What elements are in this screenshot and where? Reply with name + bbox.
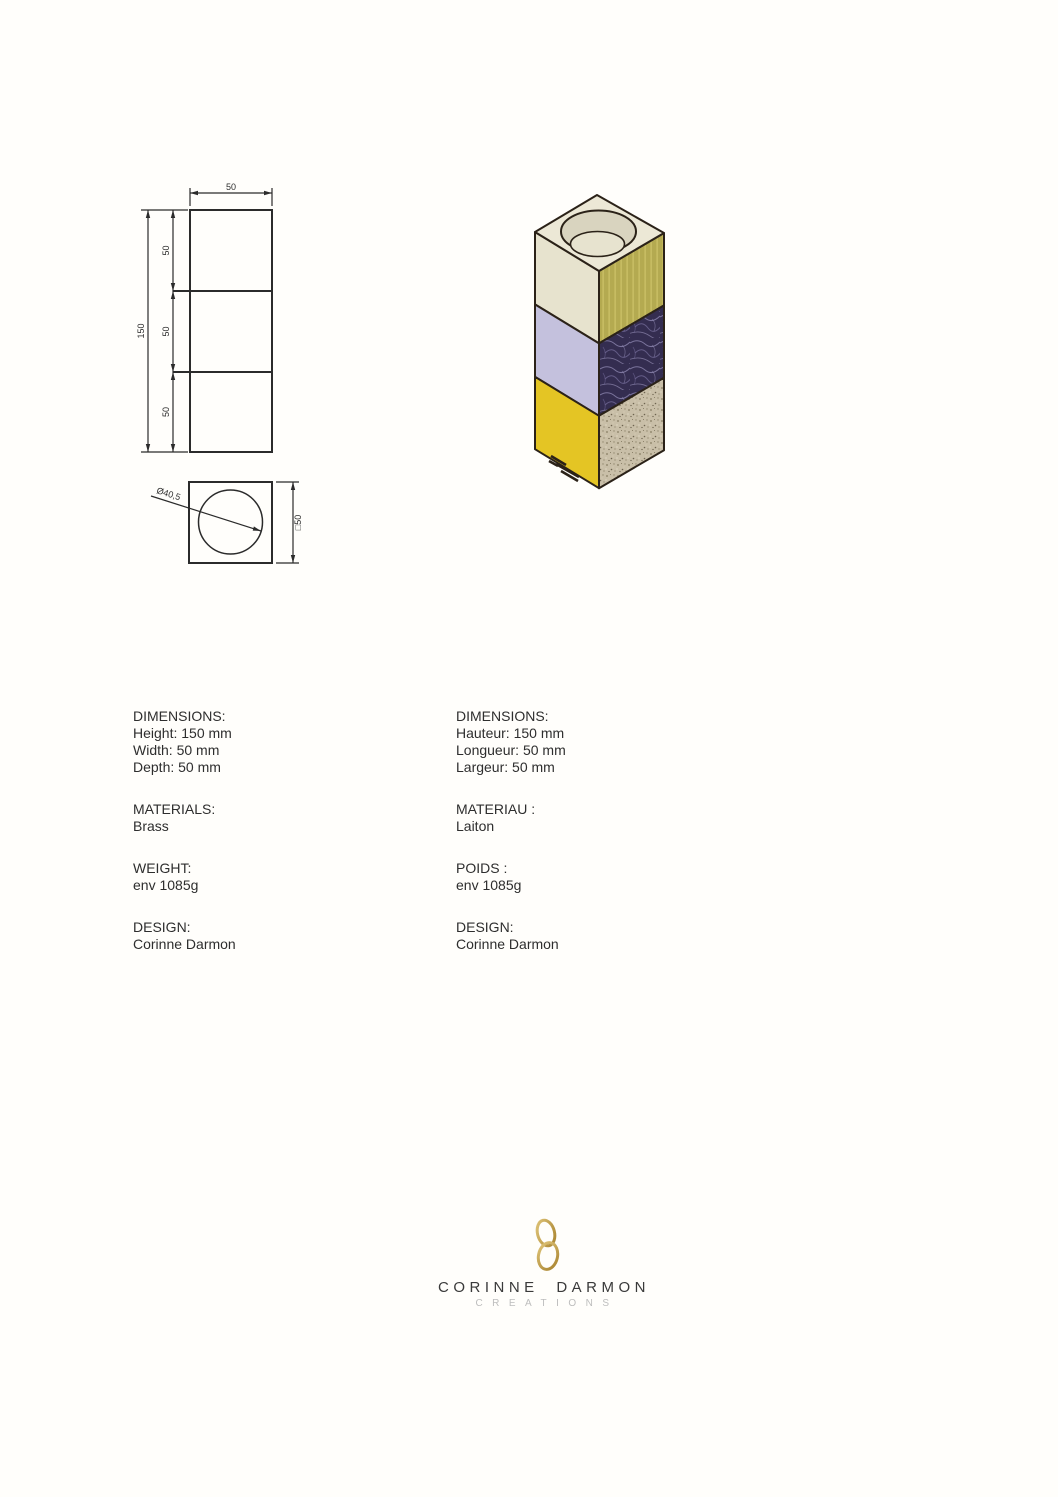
front-total-height-label: 150	[136, 323, 146, 339]
front-segment-label-1: 50	[161, 245, 171, 256]
spec-title: DIMENSIONS:	[133, 708, 226, 724]
spec-title: DIMENSIONS:	[456, 708, 549, 724]
spec-value: Corinne Darmon	[456, 936, 559, 952]
spec-value: Hauteur: 150 mm	[456, 725, 565, 741]
spec-value: Longueur: 50 mm	[456, 742, 566, 758]
spec-section-weight-fr	[456, 860, 566, 894]
spec-value: Width: 50 mm	[133, 742, 220, 758]
spec-value: Corinne Darmon	[133, 936, 236, 952]
spec-section-design-en	[133, 919, 236, 953]
bottom-view-outline	[189, 482, 272, 563]
specs-french-column	[456, 708, 566, 978]
render-hole-bottom	[571, 232, 625, 257]
bottom-diameter-label: Ø40,5	[155, 485, 182, 503]
spec-value: Largeur: 50 mm	[456, 759, 555, 775]
spec-title: MATERIALS:	[133, 801, 216, 817]
logo-subtitle: CREATIONS	[475, 1298, 619, 1309]
spec-section-weight-en	[133, 860, 236, 894]
spec-value: Height: 150 mm	[133, 725, 232, 741]
spec-section-dimensions-fr	[456, 708, 566, 776]
front-segment-label-2: 50	[161, 326, 171, 337]
front-segment-label-3: 50	[161, 406, 171, 418]
spec-section-materials-fr	[456, 801, 566, 835]
spec-title: MATERIAU :	[456, 801, 536, 817]
isometric-render	[535, 195, 664, 488]
logo-chain-icon	[535, 1218, 560, 1271]
spec-value: env 1085g	[133, 877, 199, 893]
specs-english-column	[133, 708, 236, 978]
spec-title: WEIGHT:	[133, 860, 192, 876]
front-view-segment-dimension	[171, 210, 175, 452]
spec-value: Brass	[133, 818, 169, 834]
front-width-label: 50	[225, 182, 237, 192]
bottom-view-drawing	[151, 482, 303, 563]
spec-section-design-fr	[456, 919, 566, 953]
logo-brand-name: CORINNE DARMON	[437, 1279, 650, 1296]
bottom-side-label: □50	[293, 514, 303, 531]
spec-section-materials-en	[133, 801, 236, 835]
spec-value: Depth: 50 mm	[133, 759, 221, 775]
spec-value: env 1085g	[456, 877, 522, 893]
spec-title: DESIGN:	[133, 919, 191, 935]
front-view-drawing	[136, 182, 272, 452]
bottom-view-hole-circle	[199, 490, 263, 554]
spec-title: DESIGN:	[456, 919, 514, 935]
front-view-outline	[190, 210, 272, 452]
spec-section-dimensions-en	[133, 708, 236, 776]
spec-value: Laiton	[456, 818, 495, 834]
spec-title: POIDS :	[456, 860, 508, 876]
